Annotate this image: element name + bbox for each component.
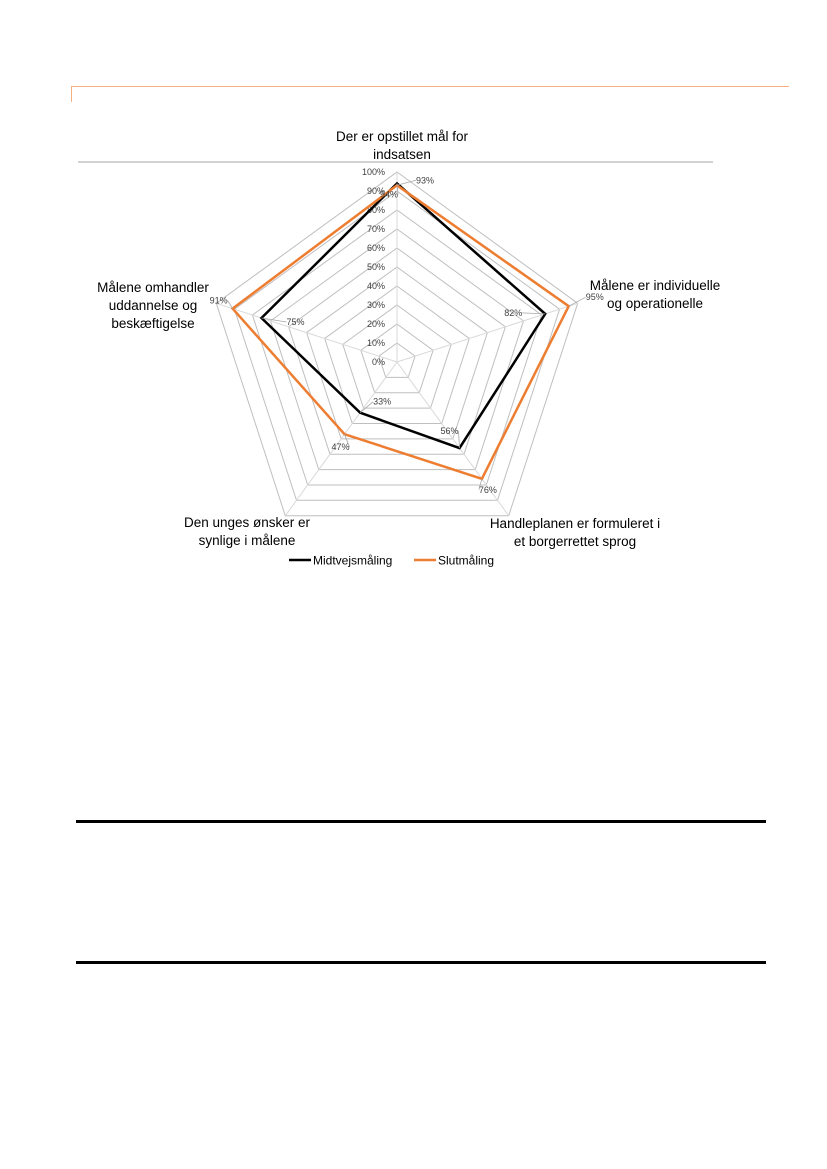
radar-category-labels	[97, 129, 720, 549]
category-label-line: og operationelle	[606, 296, 704, 311]
category-label	[490, 516, 660, 549]
legend-label: Slutmåling	[438, 553, 495, 568]
category-label	[590, 278, 721, 311]
radar-axes	[216, 172, 577, 516]
tick-label: 40%	[366, 281, 385, 291]
data-label: 95%	[585, 292, 604, 303]
category-label-line: uddannelse og	[108, 298, 198, 313]
category-label-line: indsatsen	[373, 147, 431, 162]
chart-legend	[289, 554, 494, 568]
legend-label: Midtvejsmåling	[313, 553, 393, 568]
tick-label: 0%	[371, 357, 385, 367]
data-label: 76%	[478, 484, 497, 495]
tick-label: 30%	[366, 300, 385, 310]
data-label: 75%	[286, 317, 305, 327]
data-label: 33%	[373, 396, 392, 407]
radar-axis	[216, 303, 397, 362]
category-label	[97, 280, 209, 331]
category-label-line: Den unges ønsker er	[183, 515, 311, 530]
category-label-line: Der er opstillet mål for	[335, 129, 469, 144]
data-label: 82%	[504, 307, 523, 318]
data-label-leader	[397, 180, 416, 185]
category-label-line: beskæftigelse	[111, 316, 195, 331]
tick-label: 50%	[366, 262, 385, 272]
category-label	[336, 129, 469, 162]
tick-label: 20%	[366, 319, 385, 329]
radar-series	[233, 183, 569, 478]
radar-axis	[397, 303, 578, 362]
data-label: 91%	[209, 295, 228, 306]
data-label: 94%	[379, 189, 399, 200]
category-label	[184, 515, 311, 548]
tick-label: 100%	[361, 167, 385, 177]
data-label: 47%	[331, 442, 350, 453]
data-label-leader	[522, 313, 545, 314]
category-label-line: synlige i målene	[198, 533, 296, 548]
section-rule-bottom	[76, 961, 766, 964]
tick-label: 70%	[366, 224, 385, 234]
data-label: 93%	[415, 175, 435, 186]
category-label-line: Målene er individuelle	[589, 278, 721, 293]
category-label-line: et borgerrettet sprog	[513, 534, 637, 549]
tick-label: 80%	[366, 205, 385, 215]
data-label-leader	[459, 431, 460, 448]
category-label-line: Målene omhandler	[97, 280, 209, 295]
tick-label: 10%	[366, 338, 385, 348]
tick-label: 90%	[366, 186, 385, 196]
section-rule-top	[76, 820, 766, 823]
tick-label: 60%	[366, 243, 385, 253]
data-label: 56%	[440, 426, 459, 437]
radar-data-labels	[210, 175, 604, 495]
category-label-line: Handleplanen er formuleret i	[489, 516, 661, 531]
